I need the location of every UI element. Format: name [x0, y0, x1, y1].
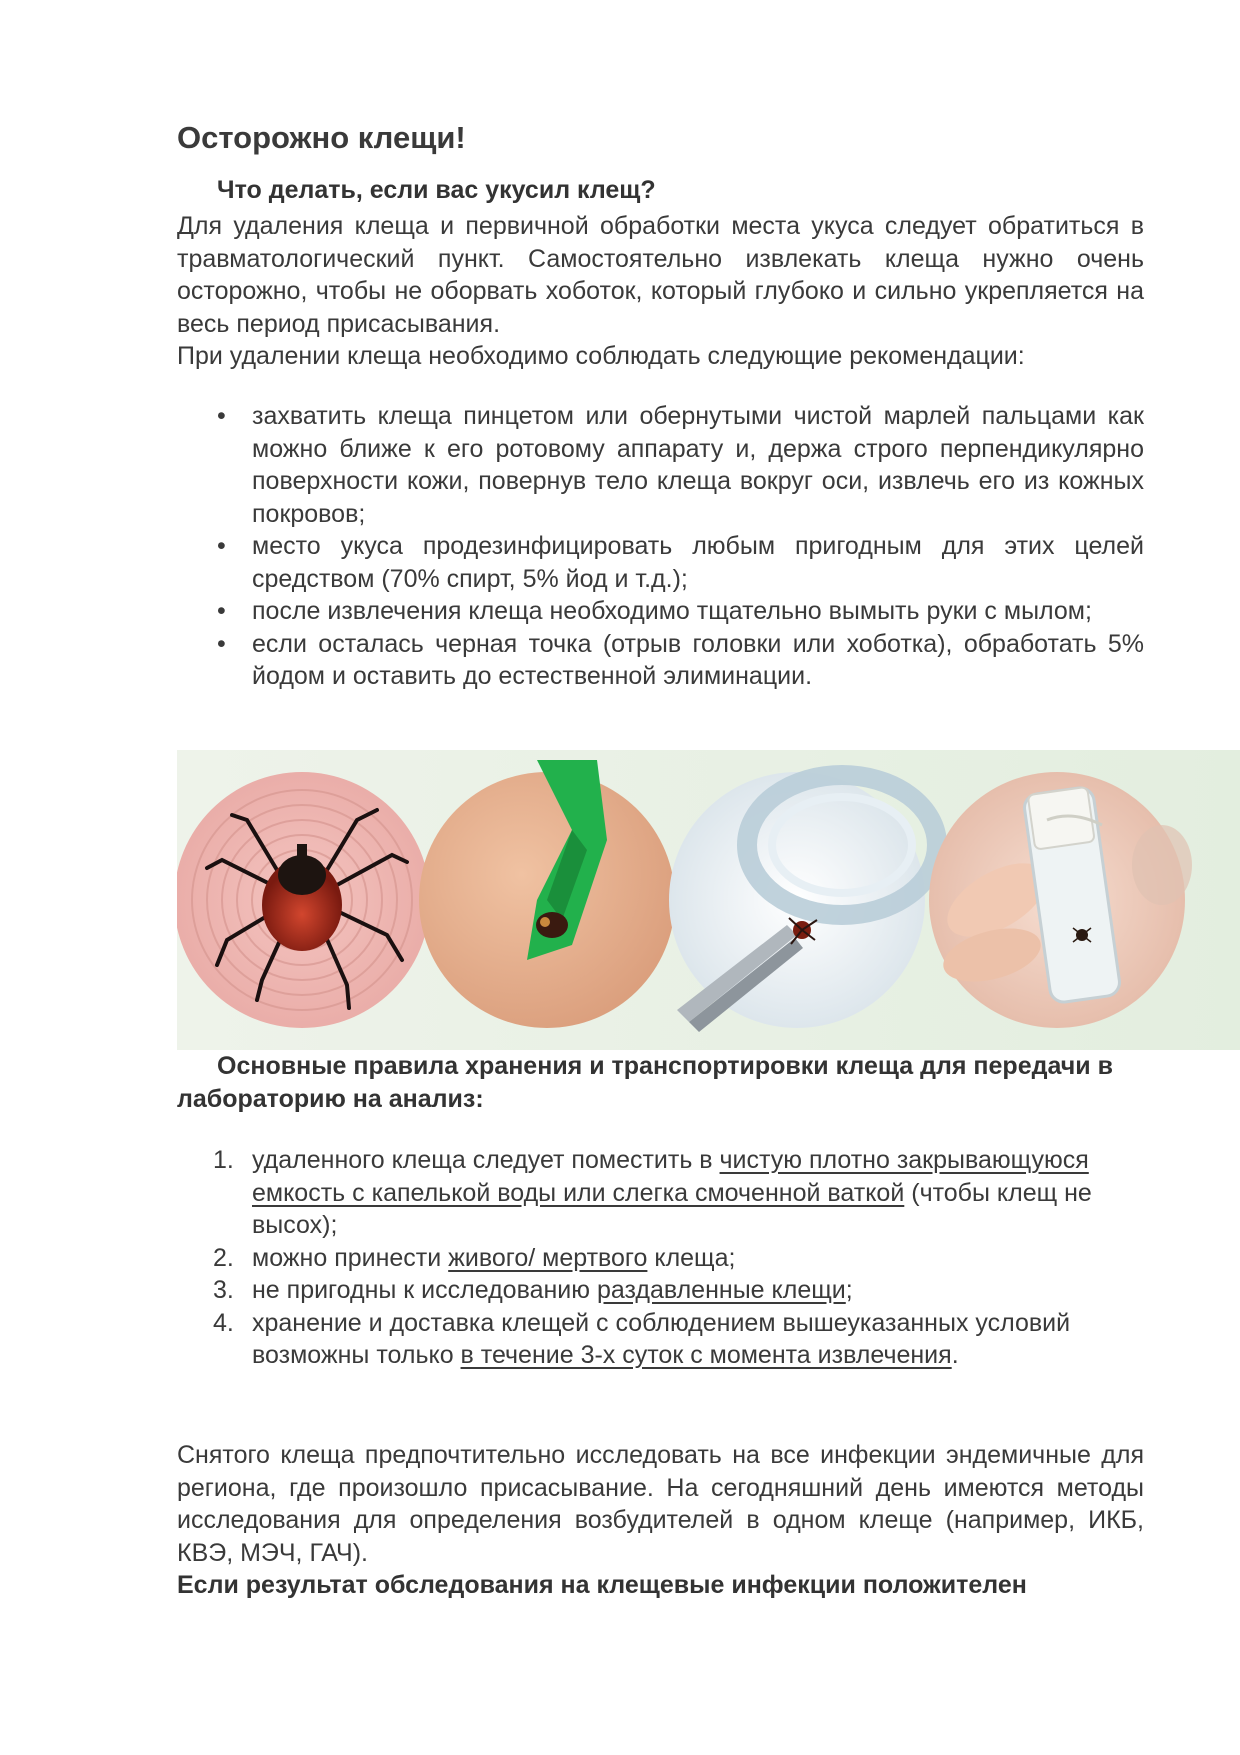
final-bold-line: Если результат обследования на клещевые инфекции положителен: [177, 1571, 1027, 1599]
list-item-text: не пригодны к исследованию: [252, 1276, 597, 1304]
list-item: [177, 530, 1144, 595]
section3-paragraph: Снятого клеща предпочтительно исследовать на все инфекции эндемичные для региона, где произошло присасывание. На сегодняшний день имеются методы исследования для определения возбудителей в одном клеще (например, ИКБ, КВЭ, МЭЧ, ГАЧ).: [177, 1441, 1144, 1567]
list-item-text: ;: [845, 1276, 853, 1304]
list-item: [177, 400, 1144, 530]
page-title: Осторожно клещи!: [177, 120, 466, 155]
list-item-text: (чтобы клещ не высох);: [252, 1178, 1092, 1239]
section1-text: [177, 210, 1144, 373]
list-item: [177, 1242, 1144, 1275]
section2-heading-text: Основные правила хранения и транспортировки клеща для передачи в лабораторию на анализ:: [177, 1052, 1113, 1113]
list-item-text: хранение и доставка клещей с соблюдением вышеуказанных условий возможны только: [252, 1308, 1071, 1369]
tick-removal-photo-strip: [177, 750, 1240, 1050]
list-item-text: захватить клеща пинцетом или обернутыми чистой марлей пальцами как можно ближе к его ротовому аппарату и, держа строго перпендикулярно поверхности кожи, повернув тело клеща вокруг оси, извлечь его из кожных покровов;: [252, 402, 1144, 528]
bullet-icon: •: [217, 597, 226, 625]
list-item-text: можно принести: [252, 1243, 449, 1272]
section1-intro: При удалении клеща необходимо соблюдать следующие рекомендации:: [177, 342, 1025, 370]
list-item-text: удаленного клеща следует поместить в: [252, 1146, 720, 1174]
list-number: 3.: [213, 1276, 234, 1304]
list-number: 2.: [213, 1243, 234, 1272]
list-item-text: после извлечения клеща необходимо тщательно вымыть руки с мылом;: [252, 597, 1092, 625]
list-item: [177, 1144, 1144, 1242]
list-item-text: клеща;: [647, 1243, 736, 1272]
section1-paragraph: Для удаления клеща и первичной обработки места укуса следует обратиться в травматологический пункт. Самостоятельно извлекать клеща нужно очень осторожно, чтобы не оборвать хоботок, который глубоко и сильно укрепляется на весь период присасывания.: [177, 212, 1144, 338]
underlined-text: живого/ мертвого: [448, 1243, 648, 1272]
list-number: 4.: [213, 1308, 234, 1337]
section1-heading: Что делать, если вас укусил клещ?: [217, 176, 656, 204]
underlined-text: в течение 3-х суток с момента извлечения: [460, 1341, 952, 1369]
list-item: [177, 1307, 1144, 1372]
tick-on-skin-photo: [177, 772, 430, 1028]
list-item: [177, 1274, 1144, 1307]
list-item: [177, 628, 1144, 693]
section2-heading: [177, 1050, 1144, 1115]
underlined-text: чистую плотно закрывающуюся емкость с капелькой воды или слегка смоченной ваткой: [252, 1146, 1089, 1207]
list-number: 1.: [213, 1146, 234, 1174]
storage-rules-list: [177, 1144, 1144, 1372]
list-item-text: место укуса продезинфицировать любым пригодным для этих целей средством (70% спирт, 5% йод и т.д.);: [252, 532, 1144, 593]
underlined-text: раздавленные клещи: [596, 1276, 846, 1304]
bullet-icon: •: [217, 532, 226, 560]
tick-photos-illustration: [177, 750, 1240, 1050]
bullet-icon: •: [217, 402, 226, 430]
bullet-icon: •: [217, 629, 226, 658]
list-item-text: если осталась черная точка (отрыв головки или хоботка), обработать 5% йодом и оставить до естественной элиминации.: [252, 629, 1144, 690]
list-item: [177, 595, 1144, 628]
recommendations-list: [177, 400, 1144, 693]
list-item-text: .: [951, 1341, 959, 1369]
